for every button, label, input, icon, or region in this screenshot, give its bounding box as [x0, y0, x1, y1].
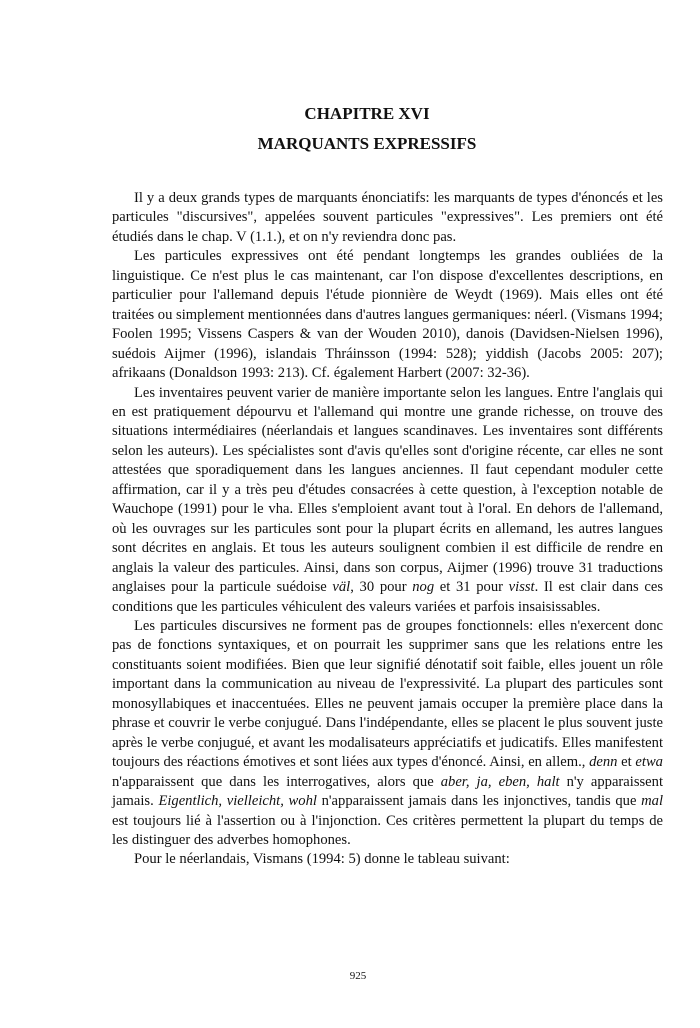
- text-run: n'y apparaissent jamais.: [112, 773, 664, 810]
- chapter-number-heading: CHAPITRE XVI: [304, 104, 430, 123]
- italic-term: Eigentlich, vielleicht, wohl: [158, 793, 317, 810]
- italic-term: denn: [589, 754, 618, 771]
- text-run: et 31 pour: [434, 579, 509, 596]
- text-run: Les inventaires peuvent varier de manière importante selon les langues. Entre l'anglais qui en est pratiquement dépourvu et l'allemand qui montre une grande richesse, on trouve des situations intermédiaires (néerlandais et langues scandinaves. Les inventaires sont différents selon les auteurs). Les spécialistes sont d'avis qu'elles sont d'origine récente, car elles ne sont attestées que sporadiquement dans les langues anciennes. Il faut cependant moduler cette affirmation, car il y a très peu d'études consacrées à cette question, à l'exception notable de Wauchope (1991) pour le vha. Elles s'emploient avant tout à l'oral. En dehors de l'allemand, où les ouvrages sur les particules sont pour la plupart écrits en allemand, les autres langues sont décrites en anglais. Et tous les auteurs soulignent combien il est difficile de rendre en anglais la valeur des particules. Ainsi, dans son corpus, Aijmer (1996) trouve 31 traductions anglaises pour la particule suédoise: [112, 384, 663, 596]
- text-run: Les particules discursives ne forment pas de groupes fonctionnels: elles n'exercent donc pas de fonctions syntaxiques, et on pourrait les supprimer sans que les relations entre les constituants soient modifiées. Bien que leur signifié dénotatif soit faible, elles jouent un rôle important dans la communication au niveau de l'expressivité. La plupart des particules sont monosyllabiques et inaccentuées. Elles ne peuvent jamais occuper la première place dans la phrase et couvrir le verbe conjugué. Dans l'indépendante, elles se placent le plus souvent juste après le verbe conjugué, et avant les modalisateurs appréciatifs et judicatifs. Elles manifestent toujours des réactions émotives et sont liées aux types d'énoncé. Ainsi, en allem.,: [112, 617, 663, 771]
- text-run: est toujours lié à l'assertion ou à l'injonction. Ces critères permettent la plupart du temps de les distinguer des adverbes homophones.: [112, 812, 663, 848]
- text-run: . Il est clair dans ces conditions que les particules véhiculent des valeurs variées et parfois insaisissables.: [112, 579, 663, 615]
- text-run: , 30 pour: [350, 579, 413, 596]
- paragraph: [112, 617, 663, 850]
- paragraph: [112, 384, 663, 617]
- text-run: n'apparaissent jamais dans les injonctives, tandis que: [316, 793, 642, 810]
- italic-term: väl: [332, 579, 351, 596]
- paragraph: [112, 189, 663, 247]
- text-run: Les particules expressives ont été pendant longtemps les grandes oubliées de la linguistique. Ce n'est plus le cas maintenant, car l'on dispose d'excellentes descriptions, en particulier pour l'allemand depuis l'étude pionnière de Weydt (1969). Mais elles ont été traitées ou simplement mentionnées dans d'autres langues germaniques: néerl. (Vismans 1994; Foolen 1995; Vissens Caspers & van der Wouden 2010), danois (Davidsen-Nielsen 1996), suédois Aijmer (1996), islandais Thráinsson (1994: 528); yiddish (Jacobs 2005: 207); afrikaans (Donaldson 1993: 213). Cf. également Harbert (2007: 32-36).: [112, 248, 663, 382]
- text-run: Il y a deux grands types de marquants énonciatifs: les marquants de types d'énoncés et les particules "discursives", appelées souvent particules "expressives". Les premiers ont été étudiés dans le chap. V (1.1.), et on n'y reviendra donc pas.: [112, 190, 663, 245]
- paragraph: [112, 850, 663, 869]
- text-run: et: [617, 754, 636, 771]
- italic-term: aber, ja, eben, halt: [440, 773, 560, 790]
- italic-term: etwa: [635, 754, 663, 771]
- body-text: [112, 189, 663, 870]
- italic-term: mal: [641, 793, 663, 810]
- text-run: Pour le néerlandais, Vismans (1994: 5) donne le tableau suivant:: [134, 851, 510, 868]
- italic-term: visst: [508, 579, 535, 596]
- text-run: n'apparaissent que dans les interrogatives, alors que: [112, 773, 441, 790]
- paragraph: [112, 247, 663, 383]
- chapter-title: MARQUANTS EXPRESSIFS: [257, 134, 477, 153]
- italic-term: nog: [412, 579, 435, 596]
- page-number: 925: [349, 970, 367, 982]
